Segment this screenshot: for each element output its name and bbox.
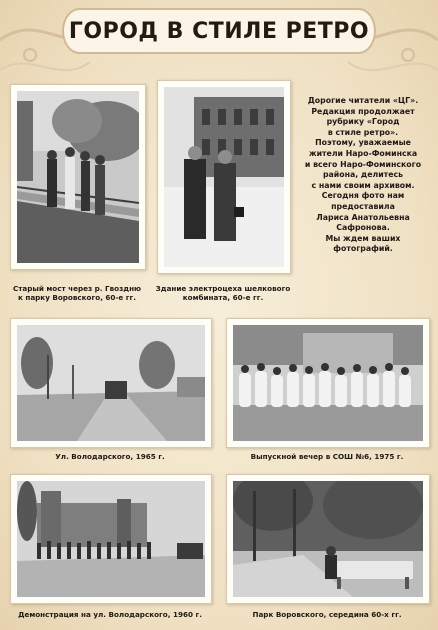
- photo-demonstration-image: [17, 481, 205, 597]
- intro-line: Лариса Анатольевна: [316, 212, 410, 222]
- caption-workshop-line-1: Здание электроцеха шелкового: [155, 284, 291, 293]
- intro-line: Поэтому, уважаемые: [315, 138, 411, 148]
- intro-line: Дорогие читатели «ЦГ».: [307, 96, 419, 105]
- intro-line: предоставила: [331, 201, 395, 211]
- photo-demonstration: [17, 481, 205, 597]
- page-title: ГОРОД В СТИЛЕ РЕТРО: [68, 18, 370, 44]
- intro-line: с нами своим архивом.: [311, 180, 415, 190]
- photo-park-image: [233, 481, 423, 597]
- intro-line: и всего Наро-Фоминского: [304, 159, 422, 169]
- photo-park: [233, 481, 423, 597]
- photo-street-image: [17, 325, 205, 441]
- photo-workshop: [164, 87, 284, 267]
- caption-bridge-line-1: Старый мост через р. Гвоздню: [12, 284, 142, 293]
- intro-line: Мы ждем ваших: [325, 233, 401, 243]
- intro-line: в стиле ретро».: [327, 127, 399, 137]
- caption-demonstration-line-1: Демонстрация на ул. Володарского, 1960 г.: [18, 610, 202, 619]
- intro-line: фотографий.: [333, 244, 393, 254]
- photo-card-graduation: [226, 318, 430, 448]
- intro-line: Сегодня фото нам: [321, 191, 405, 201]
- photo-card-bridge: [10, 84, 146, 270]
- caption-bridge: [4, 284, 150, 302]
- caption-park-line-1: Парк Воровского, середина 60-х гг.: [252, 610, 402, 619]
- caption-graduation: [226, 452, 428, 461]
- photo-card-street: [10, 318, 212, 448]
- photo-card-demonstration: [10, 474, 212, 604]
- photo-bridge-image: [17, 91, 139, 263]
- title-banner: [64, 10, 374, 52]
- caption-workshop-line-2: комбината, 60-е гг.: [182, 293, 264, 302]
- caption-street: [10, 452, 210, 461]
- caption-graduation-line-1: Выпускной вечер в СОШ №6, 1975 г.: [250, 452, 404, 461]
- photo-workshop-image: [164, 87, 284, 267]
- photo-street: [17, 325, 205, 441]
- caption-street-line-1: Ул. Володарского, 1965 г.: [55, 452, 165, 461]
- photo-graduation: [233, 325, 423, 441]
- intro-line: рубрику «Город: [326, 117, 400, 127]
- caption-workshop: [150, 284, 296, 302]
- caption-bridge-line-2: к парку Воровского, 60-е гг.: [17, 293, 137, 302]
- intro-line: Редакция продолжает: [311, 106, 415, 116]
- photo-graduation-image: [233, 325, 423, 441]
- caption-demonstration: [6, 610, 214, 619]
- caption-park: [226, 610, 428, 619]
- photo-bridge: [17, 91, 139, 263]
- intro-text: [298, 96, 428, 255]
- photo-card-park: [226, 474, 430, 604]
- intro-line: района, делитесь: [322, 170, 404, 180]
- photo-card-workshop: [157, 80, 291, 274]
- intro-line: Сафронова.: [336, 223, 390, 233]
- intro-line: жители Наро-Фоминска: [308, 148, 418, 158]
